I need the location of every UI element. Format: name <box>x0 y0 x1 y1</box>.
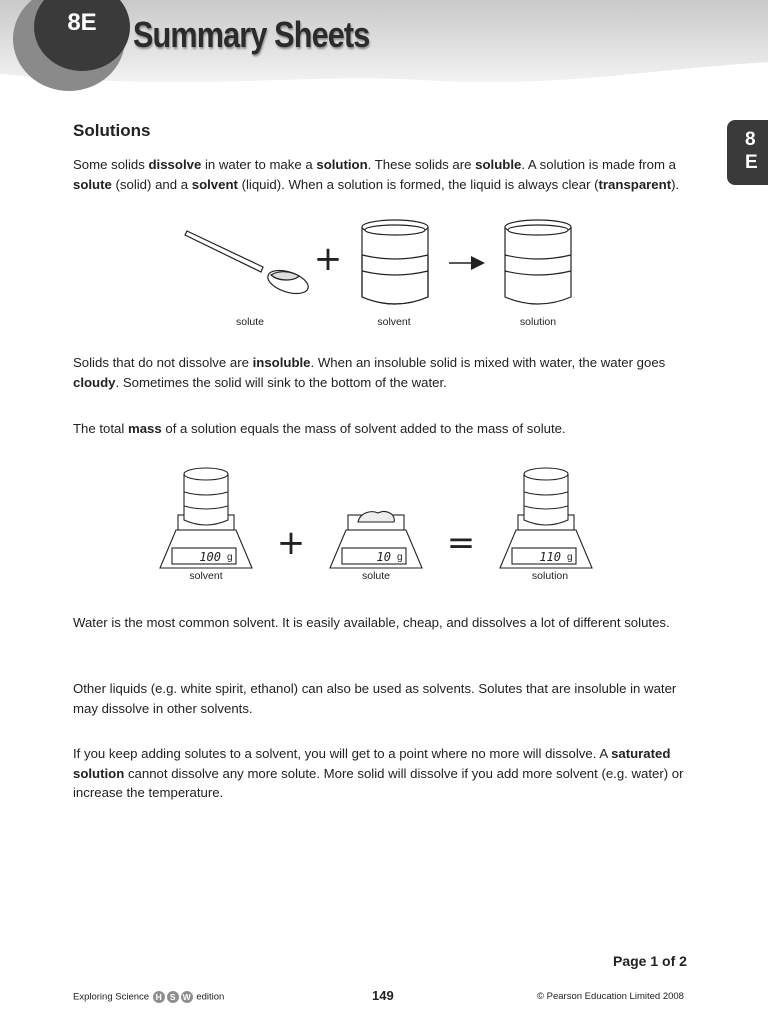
beaker-solution-icon <box>505 220 571 304</box>
key-term: soluble <box>475 157 522 172</box>
scale-unit-solute: g <box>397 552 403 563</box>
text-run: The total <box>73 421 128 436</box>
text-run: (liquid). When a solution is formed, the liquid is always clear ( <box>237 176 599 192</box>
footer-series <box>73 991 224 1003</box>
text-run: Some solids <box>73 157 149 172</box>
text-run: cannot dissolve any more solute. More solid will dissolve if you add more solvent (e.g. water) or increase the temperature. <box>73 765 684 801</box>
figure-mass-conservation <box>150 462 610 587</box>
plus-sign: + <box>313 239 343 279</box>
text-run: . Sometimes the solid will sink to the bottom of the water. <box>115 374 447 390</box>
text-run: . A solution is made from a <box>521 157 676 172</box>
paragraph-water-solvent <box>73 613 695 633</box>
page-indicator: Page 1 of 2 <box>613 953 687 969</box>
hsw-w-icon: W <box>182 992 191 1002</box>
scale-reading-solution: 110 <box>539 550 561 564</box>
text-run: Solids that do not dissolve are <box>73 355 253 370</box>
footer-series-suffix: edition <box>196 991 225 1003</box>
paragraph-insoluble <box>73 353 695 392</box>
caption-scale-solute: solute <box>361 570 391 582</box>
arrow-right-icon <box>449 256 485 270</box>
key-term: saturated solution <box>73 746 671 781</box>
text-run: ). <box>671 176 680 192</box>
key-term: cloudy <box>73 374 116 390</box>
section-heading: Solutions <box>73 121 151 140</box>
scale-unit-solution: g <box>567 552 573 563</box>
paragraph-mass <box>73 419 695 439</box>
scale-reading-solvent: 100 <box>199 550 221 564</box>
scale-reading-solute: 10 <box>376 550 391 564</box>
page-title: Summary Sheets <box>133 14 370 55</box>
caption-solute: solute <box>235 316 265 328</box>
text-run: . When an insoluble solid is mixed with water, the water goes <box>310 355 666 370</box>
text-run: . These solids are <box>367 157 476 172</box>
caption-scale-solution: solution <box>531 570 569 582</box>
hsw-s-icon: S <box>167 991 179 1003</box>
key-term: solute <box>73 176 112 192</box>
text-run: Other liquids (e.g. white spirit, ethanol) can also be used as solvents. Solutes that are insoluble in water may dissolve in other solvents. <box>73 681 677 716</box>
equals-sign: = <box>446 523 476 563</box>
footer-page-number: 149 <box>372 988 394 1003</box>
key-term: mass <box>127 421 162 436</box>
plus-sign-2: + <box>276 523 306 563</box>
caption-solution: solution <box>519 316 557 328</box>
paragraph-dissolve <box>73 155 695 194</box>
key-term: insoluble <box>252 355 311 370</box>
paragraph-other-liquids <box>73 679 695 718</box>
text-run: If you keep adding solutes to a solvent, you will get to a point where no more will dissolve. A <box>73 746 612 761</box>
caption-solvent: solvent <box>377 316 411 328</box>
key-term: dissolve <box>148 157 202 172</box>
side-tab <box>727 120 768 185</box>
hsw-h-icon: H <box>153 991 165 1003</box>
paragraph-saturated <box>73 744 695 803</box>
section-badge-label: 8E <box>34 0 130 71</box>
key-term: solvent <box>191 176 238 192</box>
footer-copyright: © Pearson Education Limited 2008 <box>537 991 684 1002</box>
beaker-solvent-icon <box>362 220 428 304</box>
footer-series-name: Exploring Science <box>73 991 150 1003</box>
key-term: transparent <box>598 176 672 192</box>
caption-scale-solvent: solvent <box>189 570 223 582</box>
side-tab-letter: E <box>745 152 758 173</box>
spoon-icon <box>185 231 311 298</box>
text-run: in water to make a <box>201 157 317 172</box>
side-tab-number: 8 <box>745 129 756 150</box>
key-term: solution <box>316 157 368 172</box>
text-run: of a solution equals the mass of solvent added to the mass of solute. <box>161 421 566 436</box>
scale-unit-solvent: g <box>227 552 233 563</box>
text-run: Water is the most common solvent. It is easily available, cheap, and dissolves a lot of different solutes. <box>73 615 670 630</box>
text-run: (solid) and a <box>111 176 192 192</box>
